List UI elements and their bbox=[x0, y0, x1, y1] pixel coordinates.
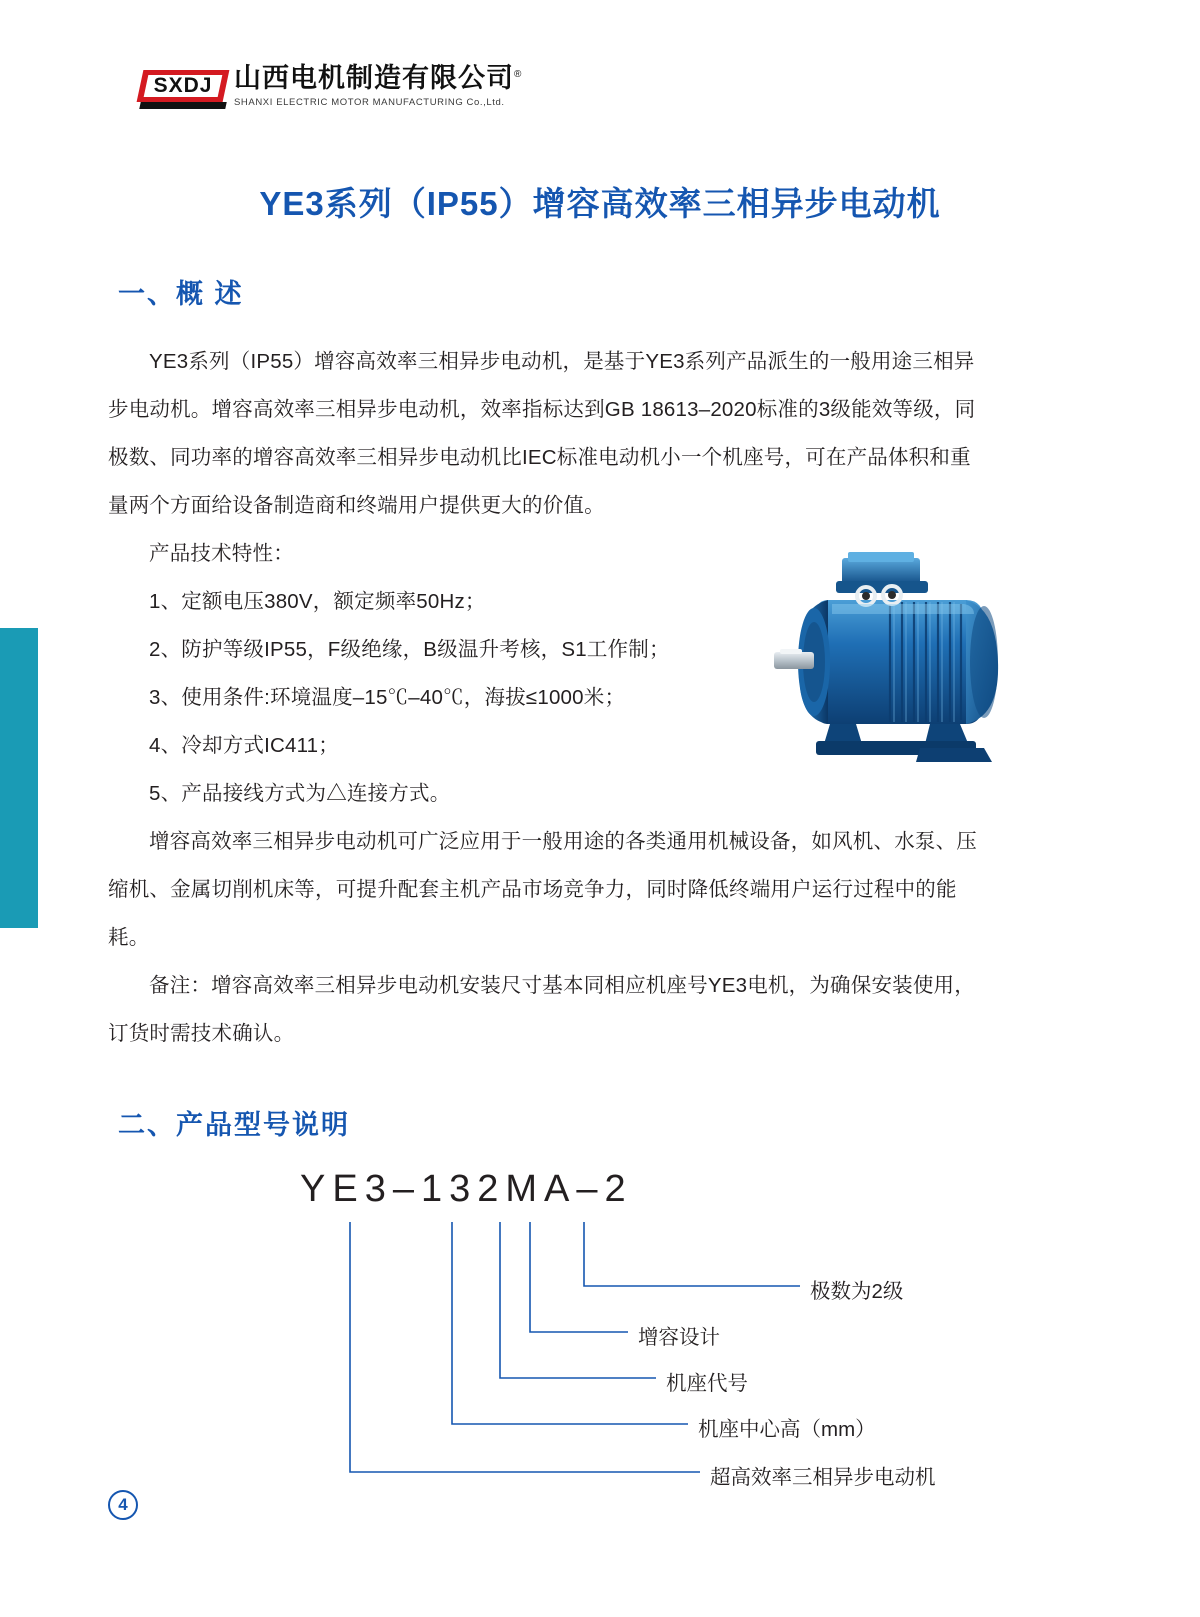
section-heading-overview: 一、概 述 bbox=[118, 279, 244, 309]
page-number: 4 bbox=[108, 1490, 138, 1520]
diagram-label-5: 超高效率三相异步电动机 bbox=[710, 1466, 936, 1489]
section-heading-model: 二、产品型号说明 bbox=[118, 1110, 350, 1140]
model-explanation-diagram bbox=[0, 1150, 1200, 1530]
left-accent-bar bbox=[0, 628, 38, 928]
diagram-label-1: 极数为2级 bbox=[810, 1280, 904, 1303]
feature-item-4: 4、冷却方式IC411； bbox=[149, 734, 339, 757]
model-code-text: YE3–132MA–2 bbox=[300, 1168, 633, 1210]
features-title: 产品技术特性： bbox=[149, 542, 294, 565]
leader-lines bbox=[0, 1150, 1200, 1530]
overview-paragraph-2: 增容高效率三相异步电动机可广泛应用于一般用途的各类通用机械设备，如风机、水泵、压缩机、金属切削机床等，可提升配套主机产品市场竞争力，同时降低终端用户运行过程中的能耗。 bbox=[108, 830, 977, 949]
motor-illustration-icon bbox=[770, 548, 1030, 793]
feature-item-3: 3、使用条件:环境温度–15℃–40℃，海拔≤1000米； bbox=[149, 686, 626, 709]
company-logo bbox=[140, 62, 522, 110]
diagram-label-4: 机座中心高（mm） bbox=[698, 1418, 876, 1441]
motor-photo bbox=[770, 548, 1030, 793]
overview-paragraph-1: YE3系列（IP55）增容高效率三相异步电动机，是基于YE3系列产品派生的一般用途三相异步电动机。增容高效率三相异步电动机，效率指标达到GB 18613–2020标准的3级能效等级，同极数、同功率的增容高效率三相异步电动机比IEC标准电动机小一个机座号，可在产品体积和重量两个方面给设备制造商和终端用户提供更大的价值。 bbox=[108, 350, 976, 517]
feature-item-5: 5、产品接线方式为△连接方式。 bbox=[149, 782, 451, 805]
company-name-en: SHANXI ELECTRIC MOTOR MANUFACTURING Co.,Ltd. bbox=[234, 96, 505, 108]
registered-mark: ® bbox=[514, 69, 523, 81]
logo-mark-icon bbox=[140, 62, 226, 110]
company-name-cn bbox=[234, 64, 522, 94]
company-name-cn-text: 山西电机制造有限公司 bbox=[234, 63, 514, 94]
page-title: YE3系列（IP55）增容高效率三相异步电动机 bbox=[259, 185, 941, 222]
logo-letters: SXDJ bbox=[153, 74, 213, 97]
overview-paragraph-3: 备注：增容高效率三相异步电动机安装尺寸基本同相应机座号YE3电机，为确保安装使用，订货时需技术确认。 bbox=[108, 974, 975, 1045]
diagram-label-3: 机座代号 bbox=[666, 1372, 748, 1395]
feature-item-2: 2、防护等级IP55，F级绝缘，B级温升考核，S1工作制； bbox=[149, 638, 670, 661]
diagram-label-2: 增容设计 bbox=[638, 1326, 720, 1349]
feature-item-1: 1、定额电压380V，额定频率50Hz； bbox=[149, 590, 486, 613]
